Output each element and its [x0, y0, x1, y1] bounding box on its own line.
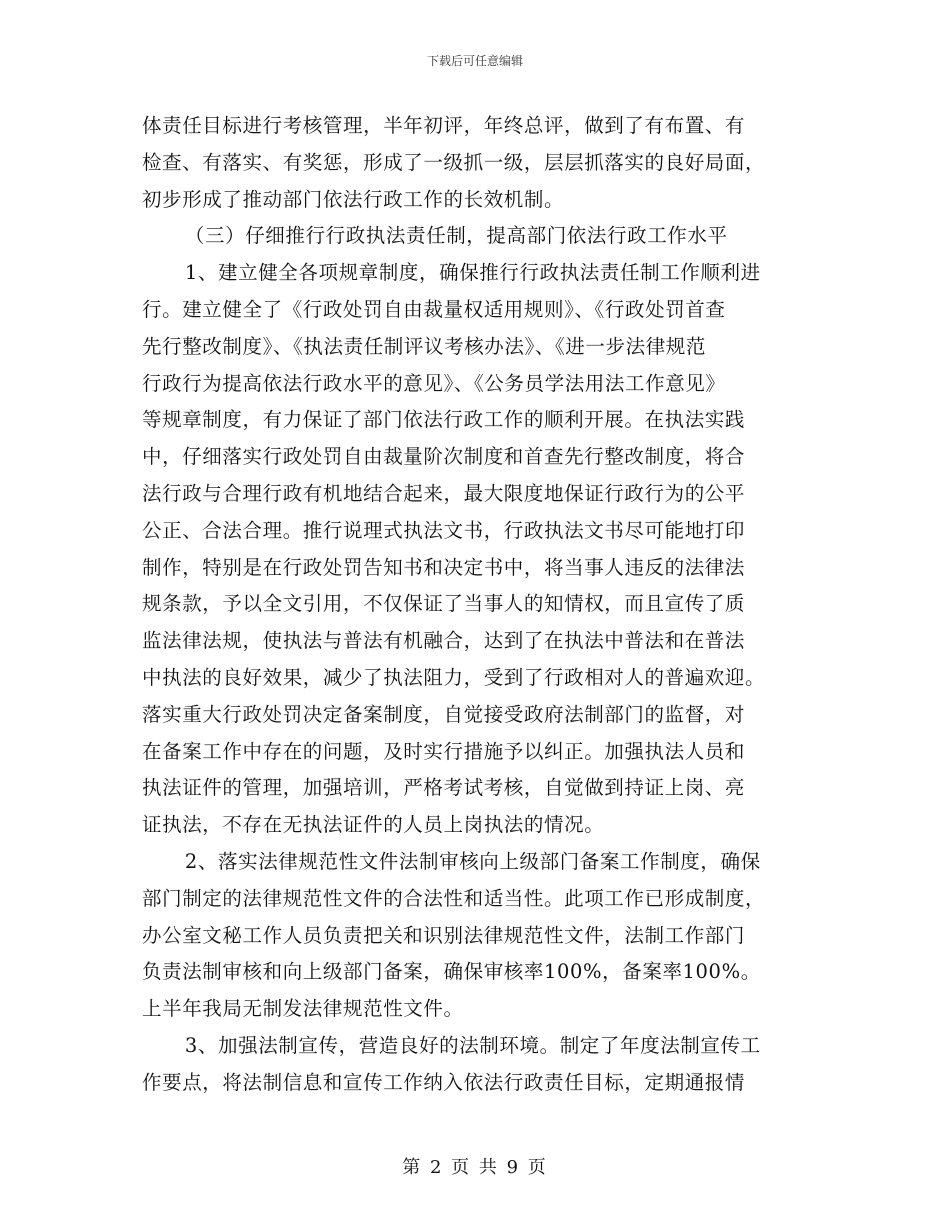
text-line: 作要点，将法制信息和宣传工作纳入依法行政责任目标，定期通报情	[142, 1070, 746, 1094]
text-line: 3、加强法制宣传，营造良好的法制环境。制定了年度法制宣传工	[184, 1033, 761, 1057]
text-line: 等规章制度，有力保证了部门依法行政工作的顺利开展。在执法实践	[142, 408, 746, 432]
text-line: 检查、有落实、有奖惩，形成了一级抓一级，层层抓落实的良好局面，	[142, 150, 766, 174]
text-line: 负责法制审核和向上级部门备案，确保审核率100%，备案率100%。	[142, 960, 761, 984]
text-line: 落实重大行政处罚决定备案制度，自觉接受政府法制部门的监督，对	[142, 702, 746, 726]
text-line: 上半年我局无制发法律规范性文件。	[142, 997, 464, 1021]
text-line: 部门制定的法律规范性文件的合法性和适当性。此项工作已形成制度，	[142, 886, 766, 910]
text-line: 办公室文秘工作人员负责把关和识别法律规范性文件，法制工作部门	[142, 923, 746, 947]
text-line: 体责任目标进行考核管理，半年初评，年终总评，做到了有布置、有	[142, 114, 746, 137]
text-line: 法行政与合理行政有机地结合起来，最大限度地保证行政行为的公平	[142, 481, 746, 505]
text-line: 初步形成了推动部门依法行政工作的长效机制。	[142, 187, 565, 211]
text-line: 在备案工作中存在的问题，及时实行措施予以纠正。加强执法人员和	[142, 739, 746, 763]
text-line: 执法证件的管理，加强培训，严格考试考核，自觉做到持证上岗、亮	[142, 776, 746, 800]
text-line: 规条款，予以全文引用，不仅保证了当事人的知情权，而且宣传了质	[142, 592, 746, 616]
text-line: （三）仔细推行行政执法责任制，提高部门依法行政工作水平	[184, 224, 728, 248]
text-line: 行政行为提高依法行政水平的意见》、《公务员学法用法工作意见》	[142, 371, 726, 395]
text-line: 1、建立健全各项规章制度，确保推行行政执法责任制工作顺利进	[184, 261, 761, 285]
text-line: 中执法的良好效果，减少了执法阻力，受到了行政相对人的普遍欢迎。	[142, 665, 766, 689]
text-line: 中，仔细落实行政处罚自由裁量阶次制度和首查先行整改制度，将合	[142, 445, 746, 469]
text-line: 先行整改制度》、《执法责任制评议考核办法》、《进一步法律规范	[142, 334, 707, 358]
document-body	[142, 108, 808, 1102]
page-footer: 第 2 页 共 9 页	[402, 1157, 548, 1178]
text-line: 公正、合法合理。推行说理式执法文书，行政执法文书尽可能地打印	[142, 518, 746, 542]
text-line: 制作，特别是在行政处罚告知书和决定书中，将当事人违反的法律法	[142, 555, 746, 579]
text-line: 2、落实法律规范性文件法制审核向上级部门备案工作制度，确保	[184, 849, 761, 873]
text-line: 行。建立健全了《行政处罚自由裁量权适用规则》、《行政处罚首查	[142, 297, 726, 321]
text-line: 监法律法规，使执法与普法有机融合，达到了在执法中普法和在普法	[142, 629, 746, 653]
page-header: 下载后可任意编辑	[426, 54, 523, 68]
text-line: 证执法，不存在无执法证件的人员上岗执法的情况。	[142, 813, 605, 837]
